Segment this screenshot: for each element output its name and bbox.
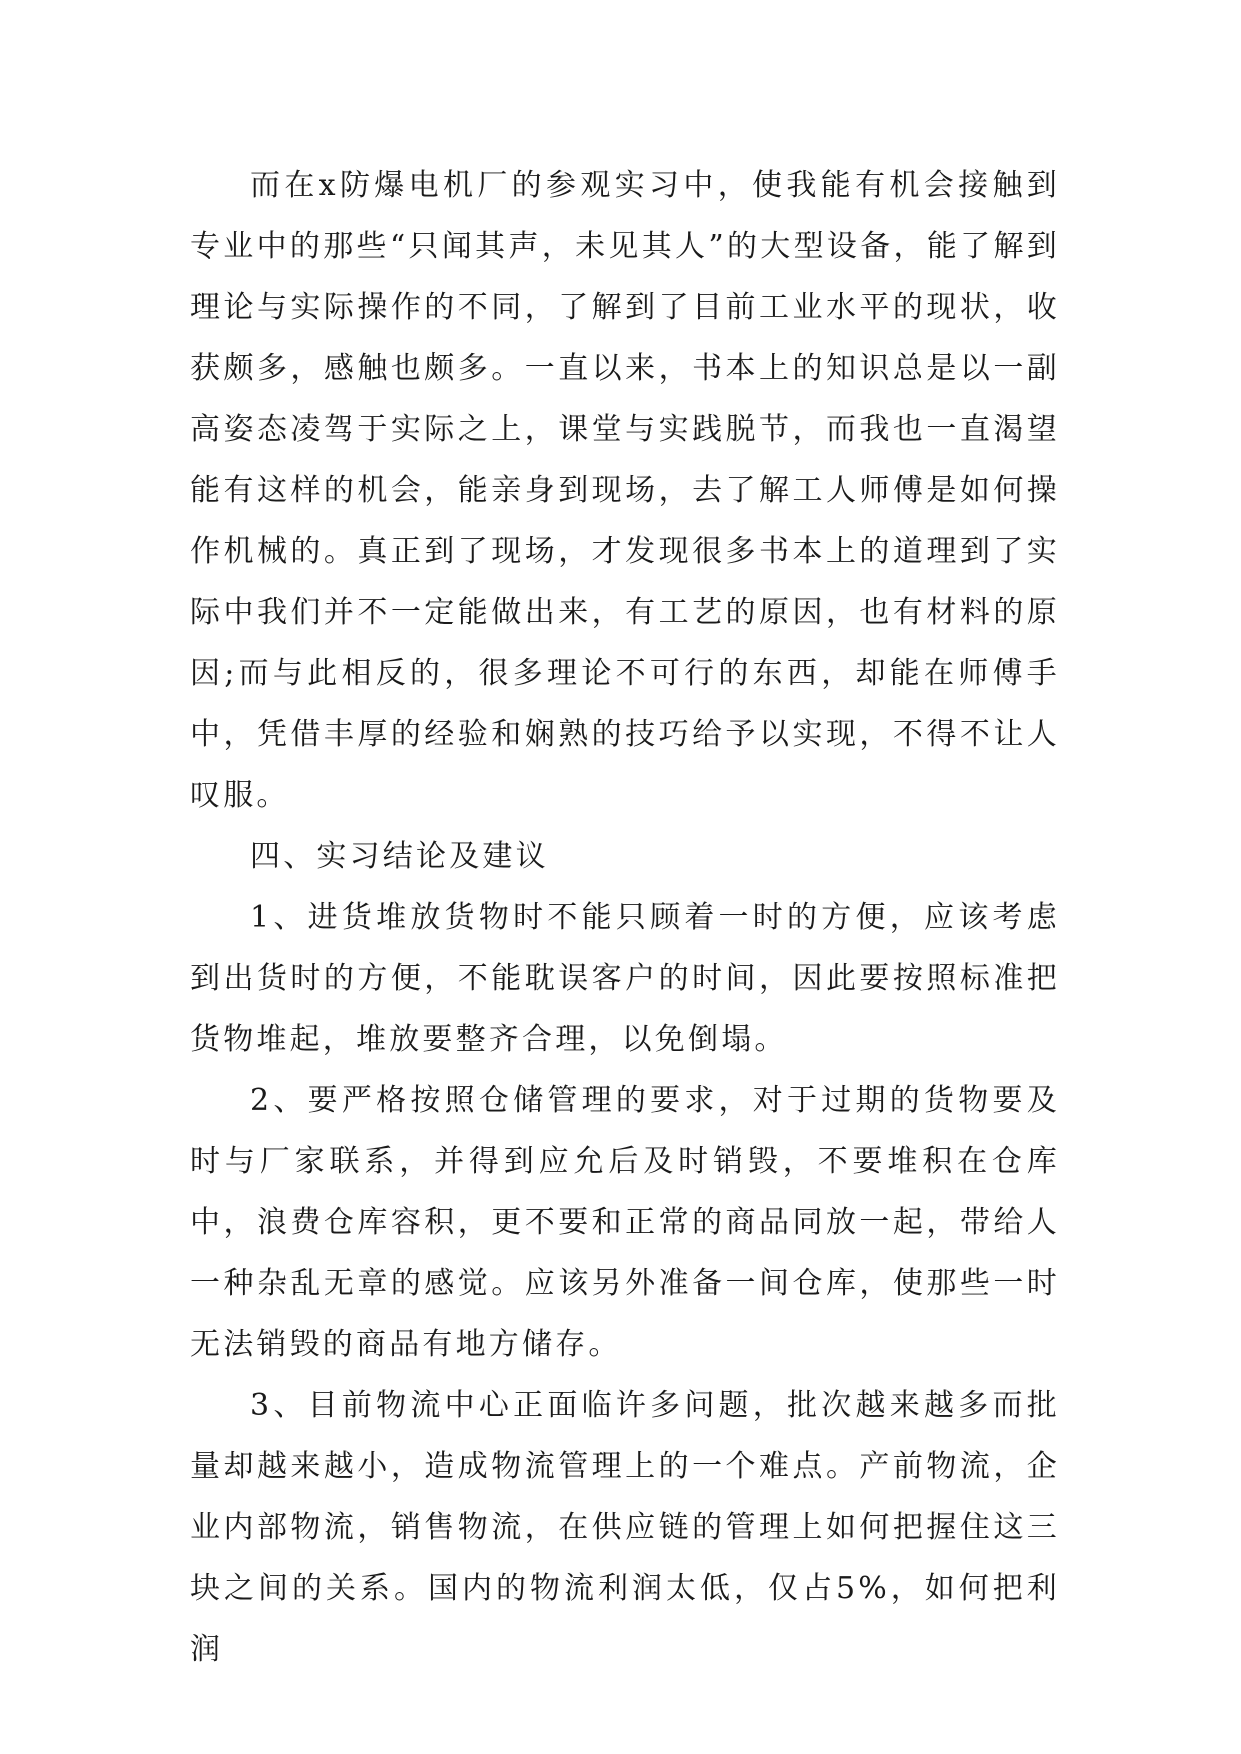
paragraph-suggestion-2: 2、要严格按照仓储管理的要求，对于过期的货物要及时与厂家联系，并得到应允后及时销毁，不要堆积在仓库中，浪费仓库容积，更不要和正常的商品同放一起，带给人一种杂乱无章的感觉。应该另外准备一间仓库，使那些一时无法销毁的商品有地方储存。 [190,1083,1060,1362]
paragraph-suggestion-3: 3、目前物流中心正面临许多问题，批次越来越多而批量却越来越小，造成物流管理上的一个难点。产前物流，企业内部物流，销售物流，在供应链的管理上如何把握住这三块之间的关系。国内的物流利润太低，仅占5%，如何把利润 [190,1388,1060,1667]
paragraph-suggestion-1: 1、进货堆放货物时不能只顾着一时的方便，应该考虑到出货时的方便，不能耽误客户的时间，因此要按照标准把货物堆起，堆放要整齐合理，以免倒塌。 [190,900,1060,1057]
section-heading-conclusions: 四、实习结论及建议 [250,839,549,874]
document-body [190,155,1060,1680]
paragraph-factory-visit: 而在x防爆电机厂的参观实习中，使我能有机会接触到专业中的那些“只闻其声，未见其人”的大型设备，能了解到理论与实际操作的不同，了解到了目前工业水平的现状，收获颇多，感触也颇多。一直以来，书本上的知识总是以一副高姿态凌驾于实际之上，课堂与实践脱节，而我也一直渴望能有这样的机会，能亲身到现场，去了解工人师傅是如何操作机械的。真正到了现场，才发现很多书本上的道理到了实际中我们并不一定能做出来，有工艺的原因，也有材料的原因;而与此相反的，很多理论不可行的东西，却能在师傅手中，凭借丰厚的经验和娴熟的技巧给予以实现，不得不让人叹服。 [190,168,1060,813]
